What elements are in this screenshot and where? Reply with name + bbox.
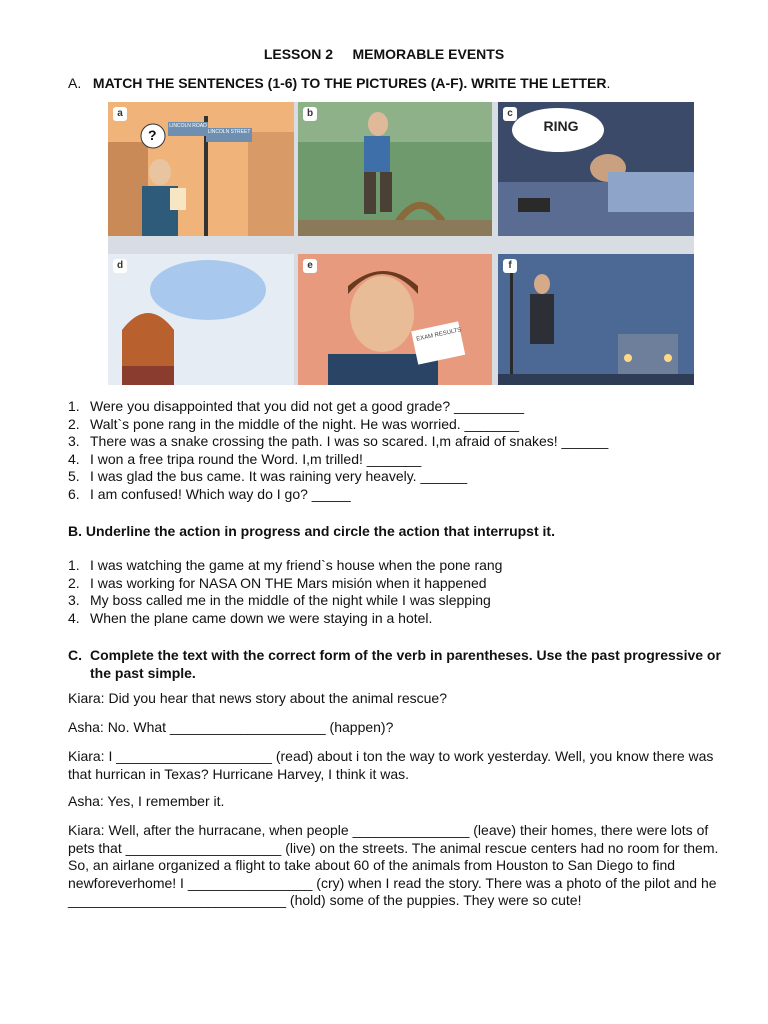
list-item: 4. When the plane came down we were staying in a hotel. xyxy=(68,609,433,626)
picture-a-letter: a xyxy=(113,107,127,121)
dialogue-line-1: Kiara: Did you hear that news story about the animal rescue? xyxy=(68,690,447,706)
picture-e xyxy=(298,254,492,385)
picture-e-letter: e xyxy=(303,259,317,273)
list-item: 3. My boss called me in the middle of the night while I was slepping xyxy=(68,592,491,608)
section-a-instruction: MATCH THE SENTENCES (1-6) TO THE PICTURES (A-F). WRITE THE LETTER xyxy=(92,75,607,91)
dialogue-line-4: Asha: Yes, I remember it. xyxy=(68,793,225,809)
dialogue-line-5: Kiara: Well, after the hurracane, when people _______________ (leave) their homes, there were lots of pets that ____________________ (live) on the streets. The animal rescue centers had no room for them. So, an airlane organized a flight to take about 60 of the animals from Houston to San Diego to find newforeverhome! I ________________ (cry) when I read the story. There was a photo of the pilot and he ____________________________ (hold) some of the puppies. They were so cute! xyxy=(68,822,719,908)
section-b-list xyxy=(68,557,728,627)
section-c-heading xyxy=(68,646,728,682)
list-item: 5. I was glad the bus came. It was raining very heavely. ______ xyxy=(68,468,468,484)
list-item: 6. I am confused! Which way do I go? _____ xyxy=(68,485,351,502)
list-item: 4. I won a free tripa round the Word. I,m trilled! _______ xyxy=(68,450,422,467)
road-sign-1: LINCOLN ROAD xyxy=(169,123,207,129)
picture-b xyxy=(298,102,492,236)
question-mark-icon: ? xyxy=(148,127,157,143)
picture-f xyxy=(498,254,694,385)
exam-card: EXAM RESULTS xyxy=(415,327,463,343)
picture-c xyxy=(498,102,694,236)
section-b-heading: B. Underline the action in progress and circle the action that interrupst it. xyxy=(68,523,555,539)
list-item: 1. Were you disappointed that you did not get a good grade? _________ xyxy=(68,398,525,414)
road-sign-2: LINCOLN STREET xyxy=(207,129,251,135)
speech-bubble: RING xyxy=(543,118,579,134)
dialogue-line-3: Kiara: I ____________________ (read) about i ton the way to work yesterday. Well, you know there was that hurrican in Texas? Hurricane Harvey, I think it was. xyxy=(68,748,714,782)
picture-d xyxy=(108,254,294,385)
section-a-heading xyxy=(68,75,610,91)
list-item: 2. Walt`s pone rang in the middle of the night. He was worried. _______ xyxy=(68,415,520,432)
list-item: 1. I was watching the game at my friend`s house when the pone rang xyxy=(68,557,503,573)
dialogue-line-2: Asha: No. What ____________________ (happen)? xyxy=(68,719,394,735)
picture-d-letter: d xyxy=(113,259,127,273)
section-c-instruction: Complete the text with the correct form of the verb in parentheses. Use the past progressive or the past simple. xyxy=(90,647,721,681)
section-c-label: C. xyxy=(68,647,82,663)
pictures-grid xyxy=(108,102,694,385)
picture-b-letter: b xyxy=(303,107,317,121)
page-title: LESSON 2 MEMORABLE EVENTS xyxy=(263,46,505,62)
picture-a xyxy=(108,102,294,236)
section-a-period: . xyxy=(606,75,611,91)
picture-c-letter: c xyxy=(503,107,517,121)
section-a-label: A. xyxy=(68,75,82,91)
section-a-list xyxy=(68,398,728,503)
picture-f-letter: f xyxy=(503,259,517,273)
list-item: 2. I was working for NASA ON THE Mars misión when it happened xyxy=(68,574,487,591)
list-item: 3. There was a snake crossing the path. I was so scared. I,m afraid of snakes! ______ xyxy=(68,433,609,449)
